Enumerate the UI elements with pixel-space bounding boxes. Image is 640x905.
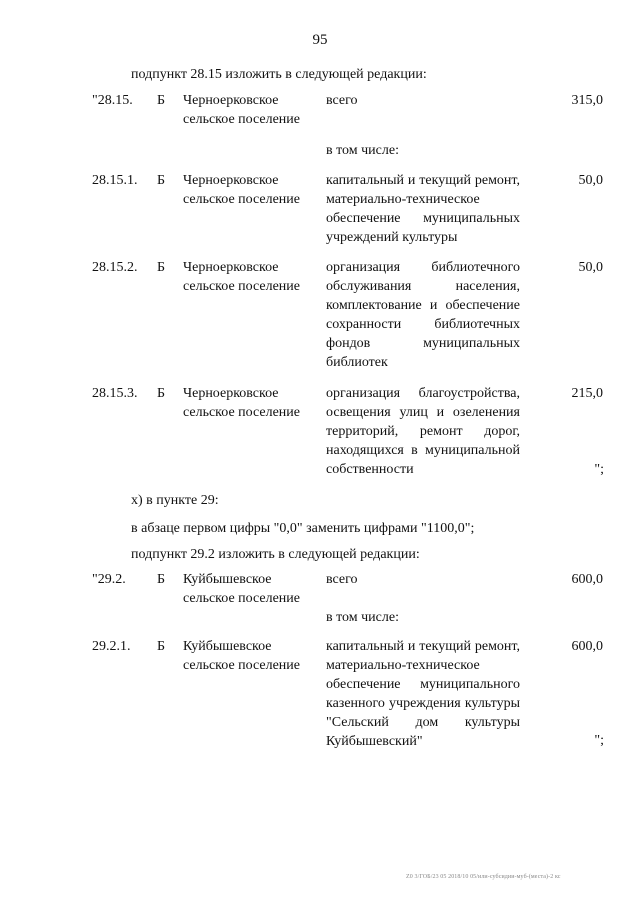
row-number: "28.15. <box>92 93 133 108</box>
paragraph-intro-29-2: подпункт 29.2 изложить в следующей редакции: <box>131 547 420 562</box>
row-recipient: Черноерковское сельское поселение <box>183 386 300 420</box>
row-recipient: Черноерковское сельское поселение <box>183 260 300 294</box>
footer-file-path: Z0 3/ГОБ/23 05 2018/10 05/или-субсидии-муб-(места)-2 кс <box>406 874 561 880</box>
subheader-text: в том числе: <box>326 610 399 625</box>
row-recipient: Куйбышевское сельское поселение <box>183 572 300 606</box>
row-recipient: Черноерковское сельское поселение <box>183 173 300 207</box>
row-recipient: Черноерковское сельское поселение <box>183 93 300 127</box>
row-description: капитальный и текущий ремонт, материально-техническое обеспечение муниципальных учреждений культуры <box>326 173 520 245</box>
paragraph-replace-digits: в абзаце первом цифры "0,0" заменить цифрами "1100,0"; <box>131 521 475 536</box>
row-description: организация благоустройства, освещения улиц и озеленения территорий, ремонт дорог, находящихся в муниципальной собственности <box>326 386 520 477</box>
paragraph-item-kh: х) в пункте 29: <box>131 493 219 508</box>
row-category: Б <box>157 639 166 654</box>
row-description: капитальный и текущий ремонт, материально-техническое обеспечение муниципального казенного учреждения культуры "Сельский дом культуры Куйбышевский" <box>326 639 520 749</box>
row-amount: 600,0 <box>571 572 603 587</box>
row-amount: 50,0 <box>578 173 603 188</box>
row-amount: 215,0 <box>571 386 603 401</box>
row-description: организация библиотечного обслуживания населения, комплектование и обеспечение сохранности библиотечных фондов муниципальных библиотек <box>326 260 520 370</box>
row-number: 28.15.3. <box>92 386 138 401</box>
page-number: 95 <box>312 32 328 48</box>
row-category: Б <box>157 572 166 587</box>
row-number: "29.2. <box>92 572 126 587</box>
row-recipient: Куйбышевское сельское поселение <box>183 639 300 673</box>
row-category: Б <box>157 260 166 275</box>
row-amount: 50,0 <box>578 260 603 275</box>
row-amount: 600,0 <box>571 639 603 654</box>
row-amount: 315,0 <box>571 93 603 108</box>
paragraph-intro-28-15: подпункт 28.15 изложить в следующей редакции: <box>131 67 427 82</box>
row-number: 29.2.1. <box>92 639 131 654</box>
subheader-text: в том числе: <box>326 143 399 158</box>
row-closing-quote: "; <box>594 462 604 477</box>
row-number: 28.15.2. <box>92 260 138 275</box>
row-category: Б <box>157 386 166 401</box>
row-description: всего <box>326 572 358 587</box>
row-category: Б <box>157 93 166 108</box>
row-description: всего <box>326 93 358 108</box>
row-closing-quote: "; <box>594 733 604 748</box>
row-number: 28.15.1. <box>92 173 138 188</box>
row-category: Б <box>157 173 166 188</box>
